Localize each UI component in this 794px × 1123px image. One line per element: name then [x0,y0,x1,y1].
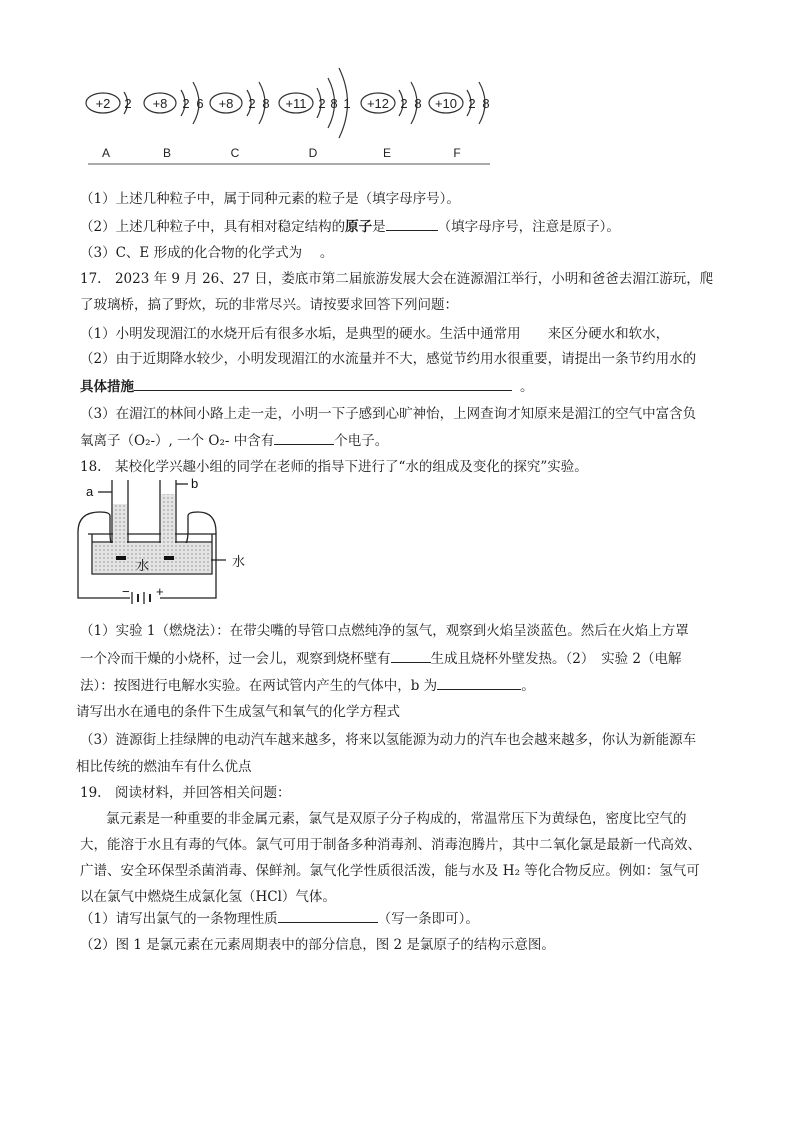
nucleus-c: +8 [218,96,234,111]
shell-d-1: 2 [318,96,326,111]
q17-stem-line1: 17. 2023 年 9 月 26、27 日，娄底市第二届旅游发展大会在涟源湄江举行，小明和爸爸去湄江游玩，爬 [80,271,714,287]
nucleus-a: +2 [95,96,111,111]
q18-equation-prompt: 请写出水在通电的条件下生成氢气和氧气的化学方程式 [76,704,400,720]
q18-part1-text-b: 一个冷而干燥的小烧杯，过一会儿，观察到烧杯壁有 [80,651,391,667]
q19-part1-text-a: （1）请写出氯气的一条物理性质 [80,911,278,927]
q16-part3: （3）C、E 形成的化合物的化学式为 。 [80,245,334,261]
q17-part2-line2 [80,377,534,396]
atom-label-d: D [308,146,318,160]
battery-minus-label: − [122,584,130,599]
q16-answer-blank-2[interactable] [386,217,438,231]
atom-label-b: B [162,146,172,160]
q19-part1-text-b: （写一条即可）。 [377,911,479,927]
atom-label-a: A [101,146,111,160]
atom-label-c: C [230,146,240,160]
q19-part1 [80,909,479,928]
shell-c-1: 2 [248,96,256,111]
atom-label-e: E [382,146,392,160]
q17-answer-blank-2[interactable] [134,377,512,391]
q18-part3-line1: （3）涟源街上挂绿牌的电动汽车越来越多，将来以氢能源为动力的汽车也会越来越多，你认为新能源车 [80,732,697,748]
q19-material-line4: 以在氯气中燃烧生成氯化氢（HCl）气体。 [80,889,336,905]
q17-part3-text-c: 个电子。 [334,433,389,449]
q16-part2-text-c: 是 [372,219,386,235]
q18-part1-text-e: 。 [521,678,535,694]
shell-f-1: 2 [468,96,476,111]
nucleus-b: +8 [152,96,168,111]
atom-structure-diagram [0,0,794,175]
q17-answer-blank-3[interactable] [274,431,334,445]
q18-part3-line2: 相比传统的燃油车有什么优点 [76,759,252,775]
shell-e-1: 2 [400,96,408,111]
q18-part2-line [80,676,535,695]
q17-part2-line1: （2）由于近期降水较少，小明发现湄江的水流量并不大，感觉节约用水很重要，请提出一条节约用水的 [80,351,697,367]
q18-part1-line2 [80,649,681,668]
tube-a-label: a [86,484,94,499]
q16-part1: （1）上述几种粒子中，属于同种元素的粒子是（填字母序号）。 [80,191,460,207]
q17-part3-line1: （3）在湄江的林间小路上走一走，小明一下子感到心旷神怡，上网查询才知原来是湄江的空气中富含负 [80,406,697,422]
q17-part3-text-b: 氧离子（O₂-）, 一个 O₂- 中含有 [80,433,275,449]
q16-part2 [80,217,620,236]
q18-part1-line1: （1）实验 1（燃烧法）：在带尖嘴的导管口点燃纯净的氢气，观察到火焰呈淡蓝色。然后在火焰上方罩 [80,623,689,639]
shell-a-1: 2 [124,96,132,111]
q16-part2-text-d: （填字母序号，注意是原子）。 [437,219,620,235]
shell-d-3: 1 [343,96,351,111]
q17-part3-line2 [80,431,388,450]
nucleus-d: +11 [285,96,307,111]
q17-part2-bold: 具体措施 [80,379,134,395]
q19-material-line2: 大，能溶于水且有毒的气体。氯气可用于制备多种消毒剂、消毒泡腾片，其中二氧化氯是最新一代高效、 [80,837,701,853]
nucleus-f: +10 [434,96,458,111]
battery-plus-label: + [156,584,164,599]
shell-b-1: 2 [182,96,190,111]
q19-answer-blank-1[interactable] [278,909,378,923]
shell-f-2: 8 [482,96,490,111]
q16-part2-text-a: （2）上述几种粒子中，具有相对稳定结构的 [80,219,346,235]
q19-part2: （2）图 1 是氯元素在元素周期表中的部分信息，图 2 是氯原子的结构示意图。 [80,937,555,953]
tube-b-label: b [191,476,199,491]
shell-e-2: 8 [414,96,422,111]
atom-label-f: F [453,146,461,160]
q18-answer-blank-1[interactable] [391,649,431,663]
q18-part1-text-d: 法）：按图进行电解水实验。在两试管内产生的气体中，b 为 [80,678,438,694]
shell-b-2: 6 [196,96,204,111]
q18-stem: 18. 某校化学兴趣小组的同学在老师的指导下进行了“水的组成及变化的探究”实验。 [80,459,588,475]
q19-material-line3: 广谱、安全环保型杀菌消毒、保鲜剂。氯气化学性质很活泼，能与水及 H₂ 等化合物反应。例如：氢气可 [80,863,700,879]
electrolysis-apparatus [70,472,360,607]
beaker-water-label: 水 [136,559,150,574]
shell-d-2: 8 [330,96,338,111]
q19-material-line1: 氯元素是一种重要的非金属元素，氯气是双原子分子构成的，常温常压下为黄绿色，密度比空气的 [106,811,687,827]
q17-part1: （1）小明发现湄江的水烧开后有很多水垢，是典型的硬水。生活中通常用 来区分硬水和软水， [80,326,670,342]
q17-stem-line2: 了玻璃桥，搞了野炊，玩的非常尽兴。请按要求回答下列问题： [80,297,458,313]
water-pointer-label: 水 [232,555,246,570]
q19-stem: 19. 阅读材料，并回答相关问题： [80,785,291,801]
shell-c-2: 8 [262,96,270,111]
nucleus-e: +12 [366,96,390,111]
q17-part2-end: 。 [520,379,534,395]
q18-answer-blank-2[interactable] [437,676,521,690]
q18-part1-text-c: 生成且烧杯外壁发热。（2） 实验 2（电解 [430,651,682,667]
q16-part2-bold: 原子 [345,219,373,235]
